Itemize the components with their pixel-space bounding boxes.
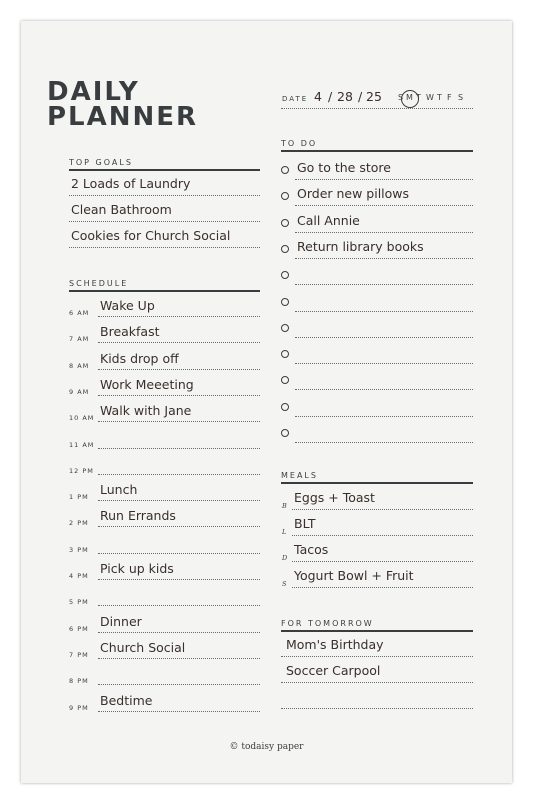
- todo-dotted-line: [295, 363, 473, 364]
- schedule-entry: Pick up kids: [100, 561, 174, 576]
- schedule-time: 4 PM: [69, 572, 89, 580]
- schedule-entry: Lunch: [100, 482, 138, 498]
- meal-letter: L: [282, 528, 287, 536]
- meal-letter: S: [282, 580, 287, 588]
- schedule-dotted-line: [98, 369, 260, 370]
- goal-dotted-line: [69, 195, 260, 196]
- footer-copyright: © todaisy paper: [229, 742, 304, 752]
- schedule-dotted-line: [98, 658, 260, 659]
- todo-checkbox: [281, 245, 289, 253]
- meal-item: Tacos: [294, 542, 329, 557]
- date-month: 4: [314, 89, 322, 104]
- todo-dotted-line: [295, 232, 473, 233]
- for-tomorrow-label: FOR TOMORROW: [281, 619, 374, 628]
- goal-dotted-line: [69, 247, 260, 248]
- schedule-entry: Kids drop off: [100, 350, 179, 366]
- schedule-dotted-line: [98, 684, 260, 685]
- schedule-time: 8 AM: [69, 361, 90, 370]
- weekday-letter: W: [426, 93, 434, 102]
- schedule-rule: [69, 290, 260, 292]
- schedule-entry: Work Meeeting: [100, 376, 194, 392]
- schedule-dotted-line: [98, 711, 260, 712]
- schedule-entry: Wake Up: [100, 298, 155, 313]
- todo-checkbox: [281, 166, 289, 174]
- schedule-time: 12 PM: [69, 466, 94, 475]
- schedule-dotted-line: [98, 579, 260, 580]
- todo-dotted-line: [295, 389, 473, 390]
- schedule-entry: Bedtime: [100, 692, 153, 708]
- todo-checkbox: [281, 429, 289, 437]
- planner-sheet: [21, 21, 512, 783]
- schedule-dotted-line: [98, 342, 260, 343]
- todo-checkbox: [281, 298, 289, 306]
- meals-label: MEALS: [281, 471, 318, 480]
- title-line-2: PLANNER: [47, 102, 199, 132]
- todo-label: TO DO: [281, 139, 318, 148]
- todo-checkbox: [281, 403, 289, 411]
- meal-letter: B: [282, 502, 287, 510]
- schedule-label: SCHEDULE: [69, 279, 129, 288]
- todo-item: Order new pillows: [297, 186, 410, 202]
- schedule-dotted-line: [98, 448, 260, 449]
- meals-rule: [281, 482, 473, 484]
- weekday-letter: F: [447, 93, 452, 102]
- schedule-time: 6 PM: [69, 624, 89, 633]
- meal-dotted-line: [292, 561, 473, 562]
- schedule-time: 1 PM: [69, 493, 89, 502]
- selected-day-circle: [401, 90, 419, 108]
- schedule-time: 7 AM: [69, 335, 90, 344]
- todo-item: Call Annie: [297, 212, 360, 228]
- schedule-time: 5 PM: [69, 598, 89, 607]
- date-label: DATE: [282, 95, 309, 103]
- todo-dotted-line: [295, 284, 473, 285]
- title-line-1: DAILY: [47, 77, 140, 107]
- goal-dotted-line: [69, 221, 260, 222]
- goal-item: Cookies for Church Social: [71, 228, 231, 243]
- todo-checkbox: [281, 324, 289, 332]
- weekday-letter: S: [458, 93, 464, 102]
- weekday-letter: T: [416, 93, 421, 102]
- schedule-dotted-line: [98, 526, 260, 527]
- top-goals-rule: [69, 169, 260, 171]
- meal-dotted-line: [292, 535, 473, 536]
- schedule-time: 2 PM: [69, 519, 89, 528]
- todo-dotted-line: [295, 205, 473, 206]
- schedule-dotted-line: [98, 474, 260, 475]
- schedule-dotted-line: [98, 632, 260, 633]
- tomorrow-dotted-line: [281, 656, 473, 657]
- todo-rule: [281, 150, 473, 152]
- schedule-time: 7 PM: [69, 650, 89, 659]
- todo-dotted-line: [295, 311, 473, 312]
- goal-item: 2 Loads of Laundry: [71, 176, 191, 191]
- date-underline: [281, 108, 473, 109]
- schedule-time: 6 AM: [69, 309, 90, 317]
- schedule-time: 9 PM: [69, 703, 89, 712]
- todo-dotted-line: [295, 442, 473, 443]
- todo-checkbox: [281, 219, 289, 227]
- schedule-dotted-line: [98, 500, 260, 501]
- schedule-entry: Church Social: [100, 639, 186, 655]
- date-sep-2: /: [358, 89, 363, 104]
- meal-item: Yogurt Bowl + Fruit: [294, 568, 414, 583]
- meal-dotted-line: [292, 587, 473, 588]
- meal-item: Eggs + Toast: [294, 490, 375, 505]
- date-sep-1: /: [328, 89, 333, 104]
- date-year: 25: [366, 89, 382, 104]
- schedule-dotted-line: [98, 395, 260, 396]
- todo-dotted-line: [295, 416, 473, 417]
- goal-item: Clean Bathroom: [71, 202, 172, 217]
- schedule-dotted-line: [98, 553, 260, 554]
- meal-letter: D: [282, 554, 288, 562]
- schedule-time: 9 AM: [69, 387, 90, 396]
- schedule-time: 3 PM: [69, 545, 89, 554]
- schedule-entry: Breakfast: [100, 324, 160, 340]
- weekday-letter: M: [406, 93, 413, 102]
- schedule-dotted-line: [98, 605, 260, 606]
- todo-dotted-line: [295, 179, 473, 180]
- meal-dotted-line: [292, 509, 473, 510]
- schedule-dotted-line: [98, 316, 260, 317]
- meal-item: BLT: [294, 516, 316, 531]
- todo-item: Return library books: [297, 238, 424, 254]
- top-goals-label: TOP GOALS: [69, 158, 133, 167]
- tomorrow-item: Mom's Birthday: [286, 637, 384, 652]
- todo-dotted-line: [295, 337, 473, 338]
- date-day: 28: [337, 89, 353, 104]
- schedule-time: 8 PM: [69, 677, 89, 686]
- todo-dotted-line: [295, 258, 473, 259]
- schedule-entry: Run Errands: [100, 508, 176, 524]
- weekday-letter: T: [437, 93, 442, 102]
- schedule-time: 11 AM: [69, 440, 95, 449]
- for-tomorrow-rule: [281, 630, 473, 632]
- weekday-letter: S: [398, 93, 404, 102]
- schedule-entry: Dinner: [100, 613, 142, 629]
- tomorrow-dotted-line: [281, 682, 473, 683]
- todo-item: Go to the store: [297, 160, 391, 175]
- tomorrow-item: Soccer Carpool: [286, 663, 381, 678]
- schedule-dotted-line: [98, 421, 260, 422]
- tomorrow-dotted-line: [281, 708, 473, 709]
- schedule-time: 10 AM: [69, 414, 95, 423]
- schedule-entry: Walk with Jane: [100, 403, 192, 419]
